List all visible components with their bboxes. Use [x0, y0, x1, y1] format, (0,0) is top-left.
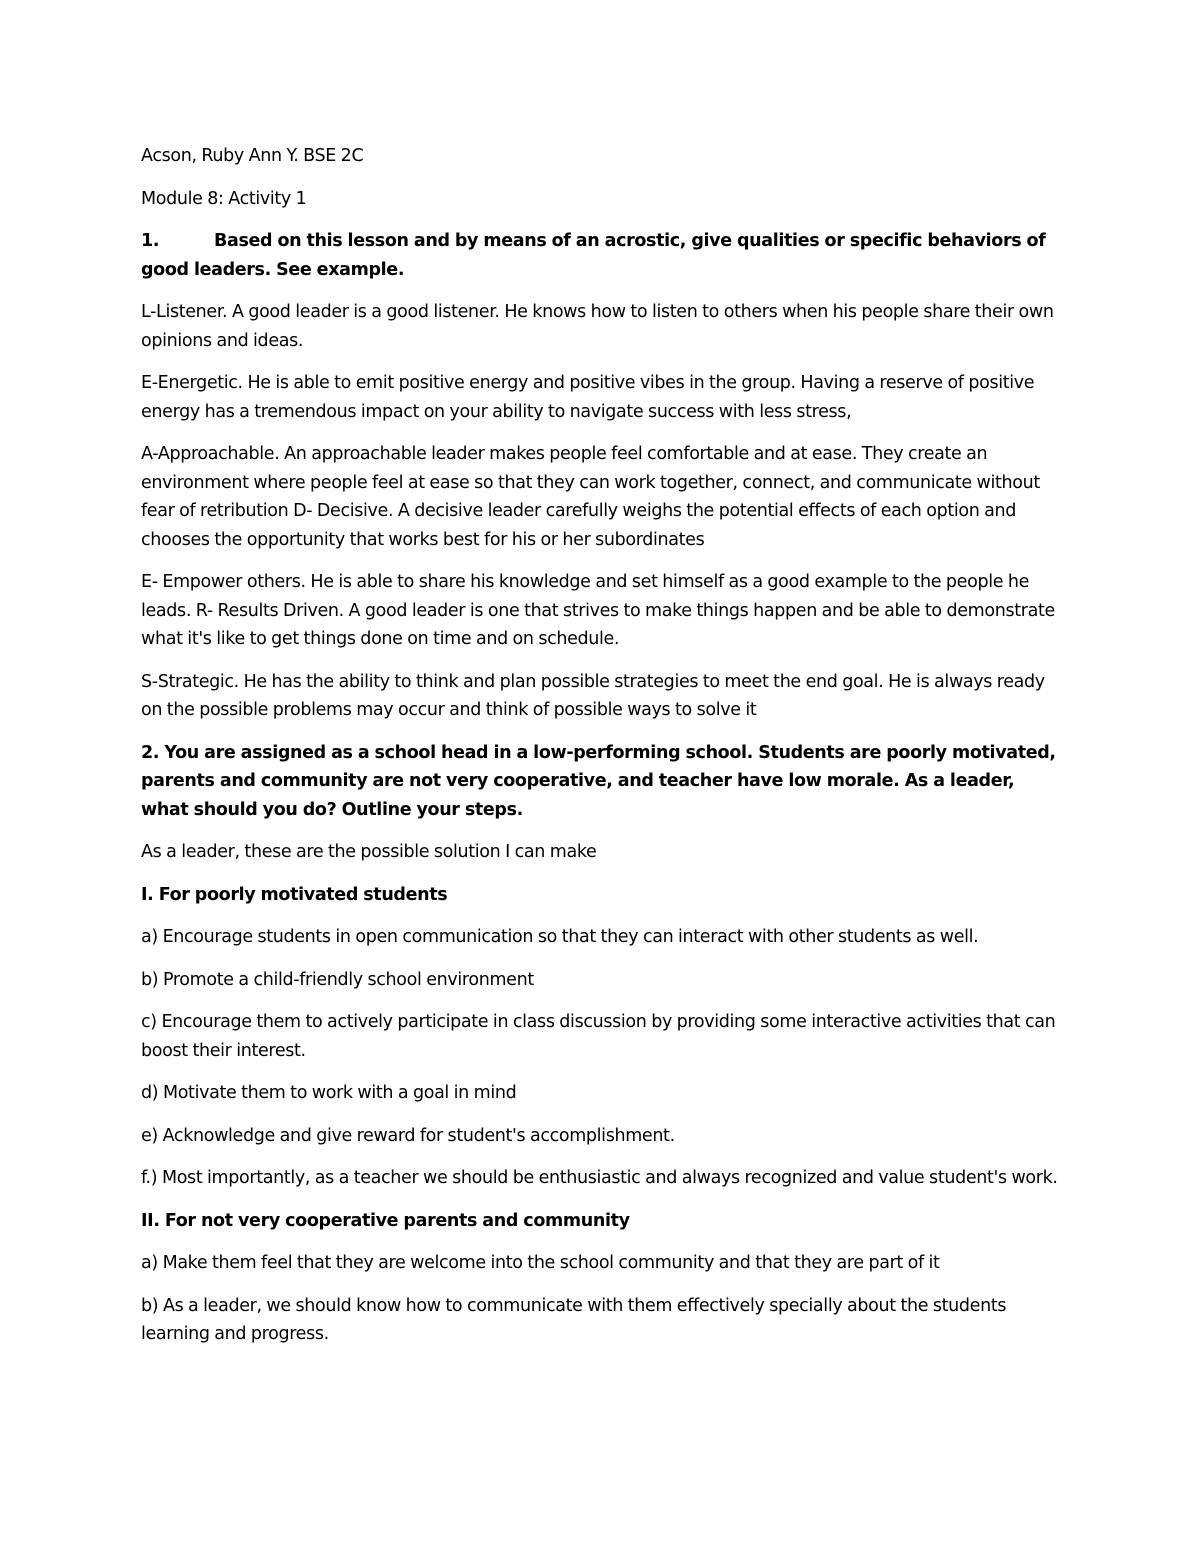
question-1 [141, 227, 1066, 284]
module-title: Module 8: Activity 1 [141, 188, 307, 209]
list-item: a) Encourage students in open communication so that they can interact with other students as well. [141, 927, 979, 947]
answer-intro: As a leader, these are the possible solution I can make [141, 842, 597, 862]
list-item: e) Acknowledge and give reward for student's accomplishment. [141, 1125, 675, 1146]
list-item: c) Encourage them to actively participate in class discussion by providing some interactive activities that can boost their interest. [141, 1012, 1056, 1061]
acrostic-strategic: S-Strategic. He has the ability to think and plan possible strategies to meet the end goal. He is always ready on the possible problems may occur and think of possible ways to solve it [141, 671, 1045, 720]
list-item: a) Make them feel that they are welcome into the school community and that they are part of it [141, 1253, 940, 1273]
list-item: b) As a leader, we should know how to communicate with them effectively specially about the students learning and progress. [141, 1295, 1007, 1344]
section-heading-students: I. For poorly motivated students [141, 884, 448, 905]
list-item: f.) Most importantly, as a teacher we should be enthusiastic and always recognized and value student's work. [141, 1168, 1058, 1188]
question-2: 2. You are assigned as a school head in a low-performing school. Students are poorly motivated, parents and community are not very cooperative, and teacher have low morale. As a leader, what should you do? Outline your steps. [141, 742, 1056, 820]
question-1-number: 1. [141, 231, 160, 251]
list-item: d) Motivate them to work with a goal in mind [141, 1083, 517, 1103]
acrostic-approachable-decisive: A-Approachable. An approachable leader makes people feel comfortable and at ease. They create an environment where people feel at ease so that they can work together, connect, and communicate without fear of retribution D- Decisive. A decisive leader carefully weighs the potential effects of each option and chooses the opportunity that works best for his or her subordinates [141, 444, 1040, 550]
acrostic-energetic: E-Energetic. He is able to emit positive energy and positive vibes in the group. Having a reserve of positive energy has a tremendous impact on your ability to navigate success with less stress, [141, 373, 1035, 422]
document-body [141, 142, 1066, 1363]
list-item: b) Promote a child-friendly school environment [141, 969, 534, 990]
question-1-text: Based on this lesson and by means of an acrostic, give qualities or specific behaviors of good leaders. See example. [141, 231, 1046, 280]
acrostic-listener: L-Listener. A good leader is a good listener. He knows how to listen to others when his people share their own opinions and ideas. [141, 302, 1054, 351]
acrostic-empower-results: E- Empower others. He is able to share his knowledge and set himself as a good example to the people he leads. R- Results Driven. A good leader is one that strives to make things happen and be able to demonstrate what it's like to get things done on time and on schedule. [141, 572, 1055, 649]
section-heading-parents: II. For not very cooperative parents and community [141, 1210, 630, 1231]
student-name-line: Acson, Ruby Ann Y. BSE 2C [141, 146, 364, 166]
